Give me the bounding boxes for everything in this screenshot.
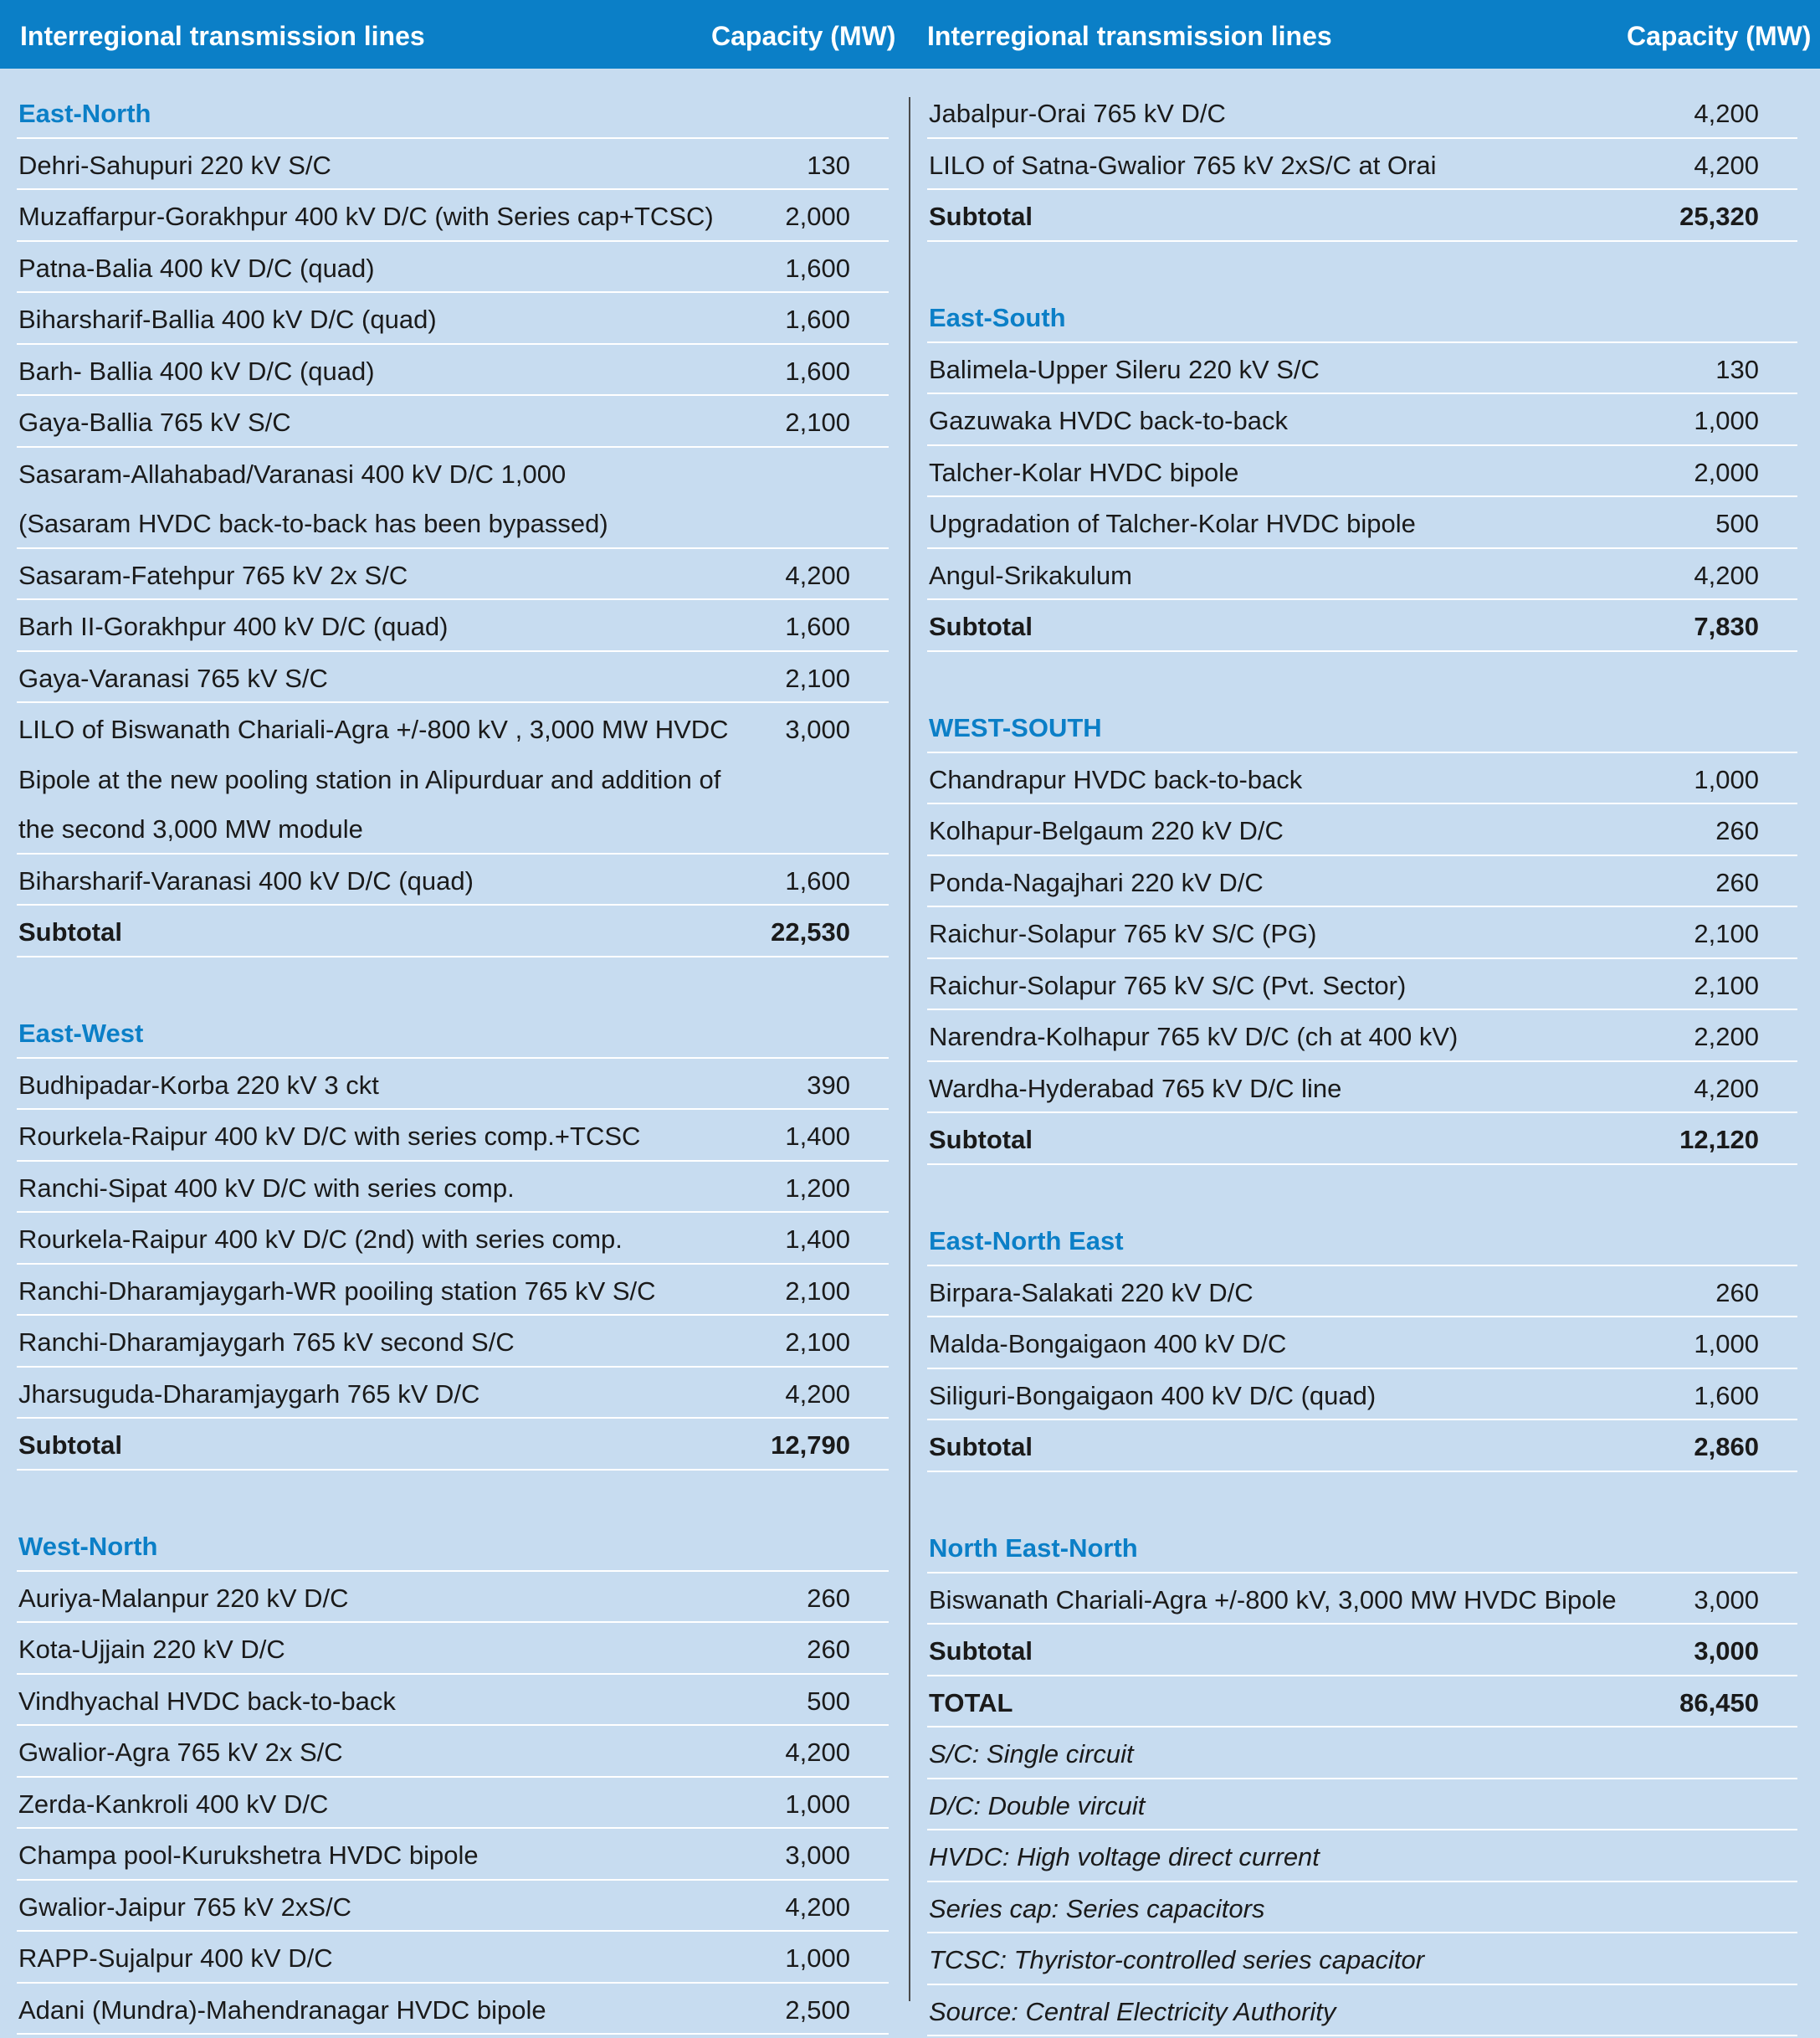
row-label: Sasaram-Fatehpur 765 kV 2x S/C: [18, 560, 408, 590]
table-row: [17, 448, 889, 498]
row-capacity: 2,000: [1694, 457, 1759, 487]
table-row: [17, 1572, 889, 1624]
table-row: [927, 394, 1797, 446]
row-label: Upgradation of Talcher-Kolar HVDC bipole: [929, 509, 1416, 538]
row-capacity: 4,200: [1694, 150, 1759, 180]
row-label: Gaya-Varanasi 765 kV S/C: [18, 663, 328, 693]
row-capacity: 500: [1715, 509, 1759, 538]
table-row: [927, 1369, 1797, 1421]
row-capacity: 4,200: [785, 1892, 850, 1922]
spacer-row: [927, 1165, 1797, 1215]
row-label: Vindhyachal HVDC back-to-back: [18, 1686, 396, 1716]
section-heading: [17, 87, 889, 139]
row-label: Adani (Mundra)-Mahendranagar HVDC bipole: [18, 1994, 546, 2025]
row-capacity: 4,200: [785, 1738, 850, 1767]
row-label: Patna-Balia 400 kV D/C (quad): [18, 253, 375, 283]
row-capacity: 1,400: [785, 1122, 850, 1151]
footnote-row: [927, 1882, 1797, 1934]
table-row: [927, 856, 1797, 908]
row-label: Champa pool-Kurukshetra HVDC bipole: [18, 1840, 479, 1870]
table-row: [17, 190, 889, 242]
row-label: Sasaram-Allahabad/Varanasi 400 kV D/C 1,000: [18, 459, 567, 489]
row-capacity: 3,000: [785, 715, 850, 744]
row-label: S/C: Single circuit: [929, 1739, 1134, 1768]
table-row: [17, 1623, 889, 1675]
subtotal-row: [17, 1419, 889, 1471]
row-capacity: 2,100: [1694, 970, 1759, 1000]
row-capacity: 7,830: [1694, 612, 1759, 641]
row-label: Auriya-Malanpur 220 kV D/C: [18, 1583, 349, 1613]
row-label: Source: Central Electricity Authority: [929, 1996, 1336, 2026]
row-capacity: 2,100: [785, 408, 850, 437]
row-label: Balimela-Upper Sileru 220 kV S/C: [929, 354, 1320, 384]
table-row: [17, 1726, 889, 1778]
footnote-row: [927, 1830, 1797, 1882]
table-header: [0, 0, 1820, 69]
spacer-row: [927, 1472, 1797, 1522]
table-row: [927, 497, 1797, 549]
table-row: [17, 139, 889, 191]
section-heading: [927, 1522, 1797, 1573]
row-capacity: 2,200: [1694, 1022, 1759, 1051]
table-row: [927, 1573, 1797, 1625]
row-capacity: 4,200: [1694, 1073, 1759, 1103]
table-row: [927, 959, 1797, 1011]
row-label: Kota-Ujjain 220 kV D/C: [18, 1635, 285, 1664]
row-capacity: 130: [807, 150, 850, 180]
table-row: [17, 652, 889, 704]
row-capacity: 2,000: [785, 202, 850, 231]
row-label: HVDC: High voltage direct current: [929, 1842, 1320, 1871]
row-capacity: 4,200: [785, 1378, 850, 1409]
table-row: [927, 1010, 1797, 1062]
row-capacity: 1,600: [785, 356, 850, 386]
table-row: [17, 803, 889, 855]
table-row: [17, 549, 889, 601]
row-label: Gaya-Ballia 765 kV S/C: [18, 408, 291, 437]
table-row: [17, 345, 889, 397]
row-label: Chandrapur HVDC back-to-back: [929, 764, 1303, 794]
subtotal-row: [927, 1113, 1797, 1165]
row-label: Gazuwaka HVDC back-to-back: [929, 406, 1288, 435]
row-label: Birpara-Salakati 220 kV D/C: [929, 1277, 1253, 1307]
table-row: [17, 1675, 889, 1727]
header-lines-label-right: Interregional transmission lines: [927, 21, 1332, 51]
table-row: [927, 343, 1797, 395]
row-capacity: 22,530: [771, 917, 850, 947]
row-label: Muzaffarpur-Gorakhpur 400 kV D/C (with Series cap+TCSC): [18, 202, 714, 231]
row-capacity: 1,600: [785, 253, 850, 283]
row-label: WEST-SOUTH: [929, 713, 1102, 742]
row-capacity: 260: [1715, 1277, 1759, 1307]
row-capacity: 390: [807, 1070, 850, 1100]
table-row: [927, 1062, 1797, 1114]
row-label: Zerda-Kankroli 400 kV D/C: [18, 1789, 329, 1819]
row-capacity: 4,200: [1694, 560, 1759, 590]
table-row: [17, 396, 889, 448]
row-capacity: 4,200: [1694, 99, 1759, 128]
row-label: East-North East: [929, 1226, 1124, 1255]
table-row: [17, 1316, 889, 1368]
table-row: [17, 1932, 889, 1984]
row-capacity: 2,860: [1694, 1432, 1759, 1461]
row-label: Subtotal: [929, 1432, 1033, 1461]
row-capacity: 500: [807, 1686, 850, 1716]
spacer-row: [927, 242, 1797, 292]
footnote-row: [927, 1727, 1797, 1779]
row-label: Kolhapur-Belgaum 220 kV D/C: [929, 816, 1284, 845]
row-label: Subtotal: [18, 917, 122, 947]
row-label: East-South: [929, 303, 1066, 332]
row-label: Ranchi-Dharamjaygarh 765 kV second S/C: [18, 1327, 515, 1357]
row-label: Rourkela-Raipur 400 kV D/C with series comp.+TCSC: [18, 1122, 641, 1151]
table-row: [17, 753, 889, 803]
row-capacity: 1,000: [1694, 764, 1759, 794]
row-label: Jabalpur-Orai 765 kV D/C: [929, 99, 1226, 128]
row-capacity: 12,120: [1679, 1125, 1759, 1154]
row-capacity: 4,200: [785, 560, 850, 590]
table-row: [17, 1829, 889, 1881]
row-capacity: 3,000: [785, 1840, 850, 1870]
row-label: Ponda-Nagajhari 220 kV D/C: [929, 867, 1264, 897]
row-capacity: 1,600: [1694, 1380, 1759, 1410]
row-capacity: 3,000: [1694, 1636, 1759, 1666]
table-row: [17, 1778, 889, 1830]
row-label: Ranchi-Sipat 400 kV D/C with series comp.: [18, 1173, 515, 1203]
table-row: [17, 1213, 889, 1265]
table-row: [17, 1110, 889, 1162]
table-row: [17, 1984, 889, 2035]
section-heading: [927, 1214, 1797, 1266]
row-capacity: 1,000: [1694, 1329, 1759, 1358]
row-label: Talcher-Kolar HVDC bipole: [929, 457, 1239, 487]
row-capacity: 86,450: [1679, 1687, 1759, 1717]
table-row: [927, 907, 1797, 959]
table-row: [927, 446, 1797, 498]
row-capacity: 1,600: [785, 865, 850, 896]
row-capacity: 1,200: [785, 1173, 850, 1203]
row-label: North East-North: [929, 1533, 1138, 1563]
table-row: [927, 753, 1797, 805]
row-capacity: 2,500: [785, 1994, 850, 2025]
row-label: Malda-Bongaigaon 400 kV D/C: [929, 1329, 1287, 1358]
row-capacity: 2,100: [785, 1276, 850, 1306]
row-label: East-West: [18, 1019, 144, 1048]
table-row: [927, 87, 1797, 139]
table-row: [927, 1317, 1797, 1369]
table-row: [17, 293, 889, 345]
row-capacity: 3,000: [1694, 1584, 1759, 1614]
row-label: Subtotal: [929, 1636, 1033, 1666]
row-capacity: 2,100: [785, 1327, 850, 1357]
table-row: [17, 1368, 889, 1419]
row-capacity: 260: [807, 1635, 850, 1664]
row-label: Angul-Srikakulum: [929, 560, 1132, 590]
right-column: [927, 87, 1797, 2036]
left-column: [17, 87, 889, 2035]
row-label: Raichur-Solapur 765 kV S/C (Pvt. Sector): [929, 970, 1407, 1000]
footnote-row: [927, 1933, 1797, 1985]
section-heading: [927, 291, 1797, 343]
row-label: TCSC: Thyristor-controlled series capacitor: [929, 1945, 1425, 1974]
row-label: Subtotal: [18, 1430, 122, 1460]
row-label: Siliguri-Bongaigaon 400 kV D/C (quad): [929, 1380, 1377, 1410]
header-capacity-label-left: Capacity (MW): [711, 21, 896, 51]
row-label: Bipole at the new pooling station in Alipurduar and addition of: [18, 764, 721, 794]
section-heading: [927, 701, 1797, 753]
table-row: [927, 139, 1797, 191]
table-row: [17, 1881, 889, 1933]
footnote-row: [927, 1779, 1797, 1831]
row-capacity: 1,000: [1694, 406, 1759, 435]
row-capacity: 130: [1715, 354, 1759, 384]
subtotal-row: [17, 906, 889, 957]
row-label: Gwalior-Jaipur 765 kV 2xS/C: [18, 1892, 351, 1922]
row-label: (Sasaram HVDC back-to-back has been bypassed): [18, 509, 608, 538]
row-label: Biharsharif-Varanasi 400 kV D/C (quad): [18, 865, 474, 896]
subtotal-row: [927, 190, 1797, 242]
spacer-row: [17, 957, 889, 1008]
table-row: [17, 1265, 889, 1317]
subtotal-row: [927, 1625, 1797, 1676]
row-label: LILO of Biswanath Chariali-Agra +/-800 kV , 3,000 MW HVDC: [18, 715, 729, 744]
row-label: Subtotal: [929, 1125, 1033, 1154]
subtotal-row: [927, 1676, 1797, 1728]
section-heading: [17, 1007, 889, 1059]
row-capacity: 260: [1715, 867, 1759, 897]
table-row: [17, 1162, 889, 1214]
row-label: West-North: [18, 1532, 158, 1561]
row-label: Ranchi-Dharamjaygarh-WR pooiling station 765 kV S/C: [18, 1276, 656, 1306]
table-row: [927, 549, 1797, 601]
table-row: [927, 804, 1797, 856]
spacer-row: [17, 1471, 889, 1521]
row-capacity: 25,320: [1679, 202, 1759, 231]
table-row: [17, 497, 889, 549]
spacer-row: [927, 652, 1797, 702]
row-label: TOTAL: [929, 1687, 1013, 1717]
table-row: [927, 1266, 1797, 1318]
table-row: [17, 600, 889, 652]
section-heading: [17, 1520, 889, 1572]
row-capacity: 1,000: [785, 1943, 850, 1973]
row-label: Jharsuguda-Dharamjaygarh 765 kV D/C: [18, 1378, 480, 1409]
row-label: Wardha-Hyderabad 765 kV D/C line: [929, 1073, 1342, 1103]
row-label: East-North: [18, 99, 151, 128]
subtotal-row: [927, 1420, 1797, 1472]
header-lines-label-left: Interregional transmission lines: [20, 21, 425, 51]
row-label: Rourkela-Raipur 400 kV D/C (2nd) with series comp.: [18, 1224, 623, 1254]
row-label: Biswanath Chariali-Agra +/-800 kV, 3,000 MW HVDC Bipole: [929, 1584, 1617, 1614]
row-label: Narendra-Kolhapur 765 kV D/C (ch at 400 kV): [929, 1022, 1459, 1051]
table-row: [17, 1059, 889, 1111]
row-capacity: 12,790: [771, 1430, 850, 1460]
row-capacity: 260: [1715, 816, 1759, 845]
row-capacity: 2,100: [1694, 919, 1759, 948]
row-label: Dehri-Sahupuri 220 kV S/C: [18, 150, 331, 180]
column-divider: [909, 97, 910, 2001]
row-label: Barh- Ballia 400 kV D/C (quad): [18, 356, 375, 386]
table-row: [17, 855, 889, 906]
row-capacity: 1,600: [785, 612, 850, 641]
row-label: Biharsharif-Ballia 400 kV D/C (quad): [18, 305, 437, 334]
row-label: RAPP-Sujalpur 400 kV D/C: [18, 1943, 333, 1973]
row-capacity: 1,000: [785, 1789, 850, 1819]
header-capacity-label-right: Capacity (MW): [1627, 21, 1812, 51]
row-label: LILO of Satna-Gwalior 765 kV 2xS/C at Orai: [929, 150, 1437, 180]
row-label: the second 3,000 MW module: [18, 814, 363, 844]
row-label: Budhipadar-Korba 220 kV 3 ckt: [18, 1070, 379, 1100]
row-capacity: 260: [807, 1583, 850, 1613]
row-capacity: 1,600: [785, 305, 850, 334]
row-capacity: 2,100: [785, 663, 850, 693]
row-label: Gwalior-Agra 765 kV 2x S/C: [18, 1738, 343, 1767]
row-label: Series cap: Series capacitors: [929, 1893, 1265, 1923]
table-row: [17, 242, 889, 294]
row-label: Raichur-Solapur 765 kV S/C (PG): [929, 919, 1317, 948]
row-label: Subtotal: [929, 202, 1033, 231]
row-label: Barh II-Gorakhpur 400 kV D/C (quad): [18, 612, 449, 641]
row-label: D/C: Double vircuit: [929, 1790, 1146, 1820]
row-capacity: 1,400: [785, 1224, 850, 1254]
row-label: Subtotal: [929, 612, 1033, 641]
footnote-row: [927, 1985, 1797, 2037]
table-row: [17, 703, 889, 753]
subtotal-row: [927, 600, 1797, 652]
